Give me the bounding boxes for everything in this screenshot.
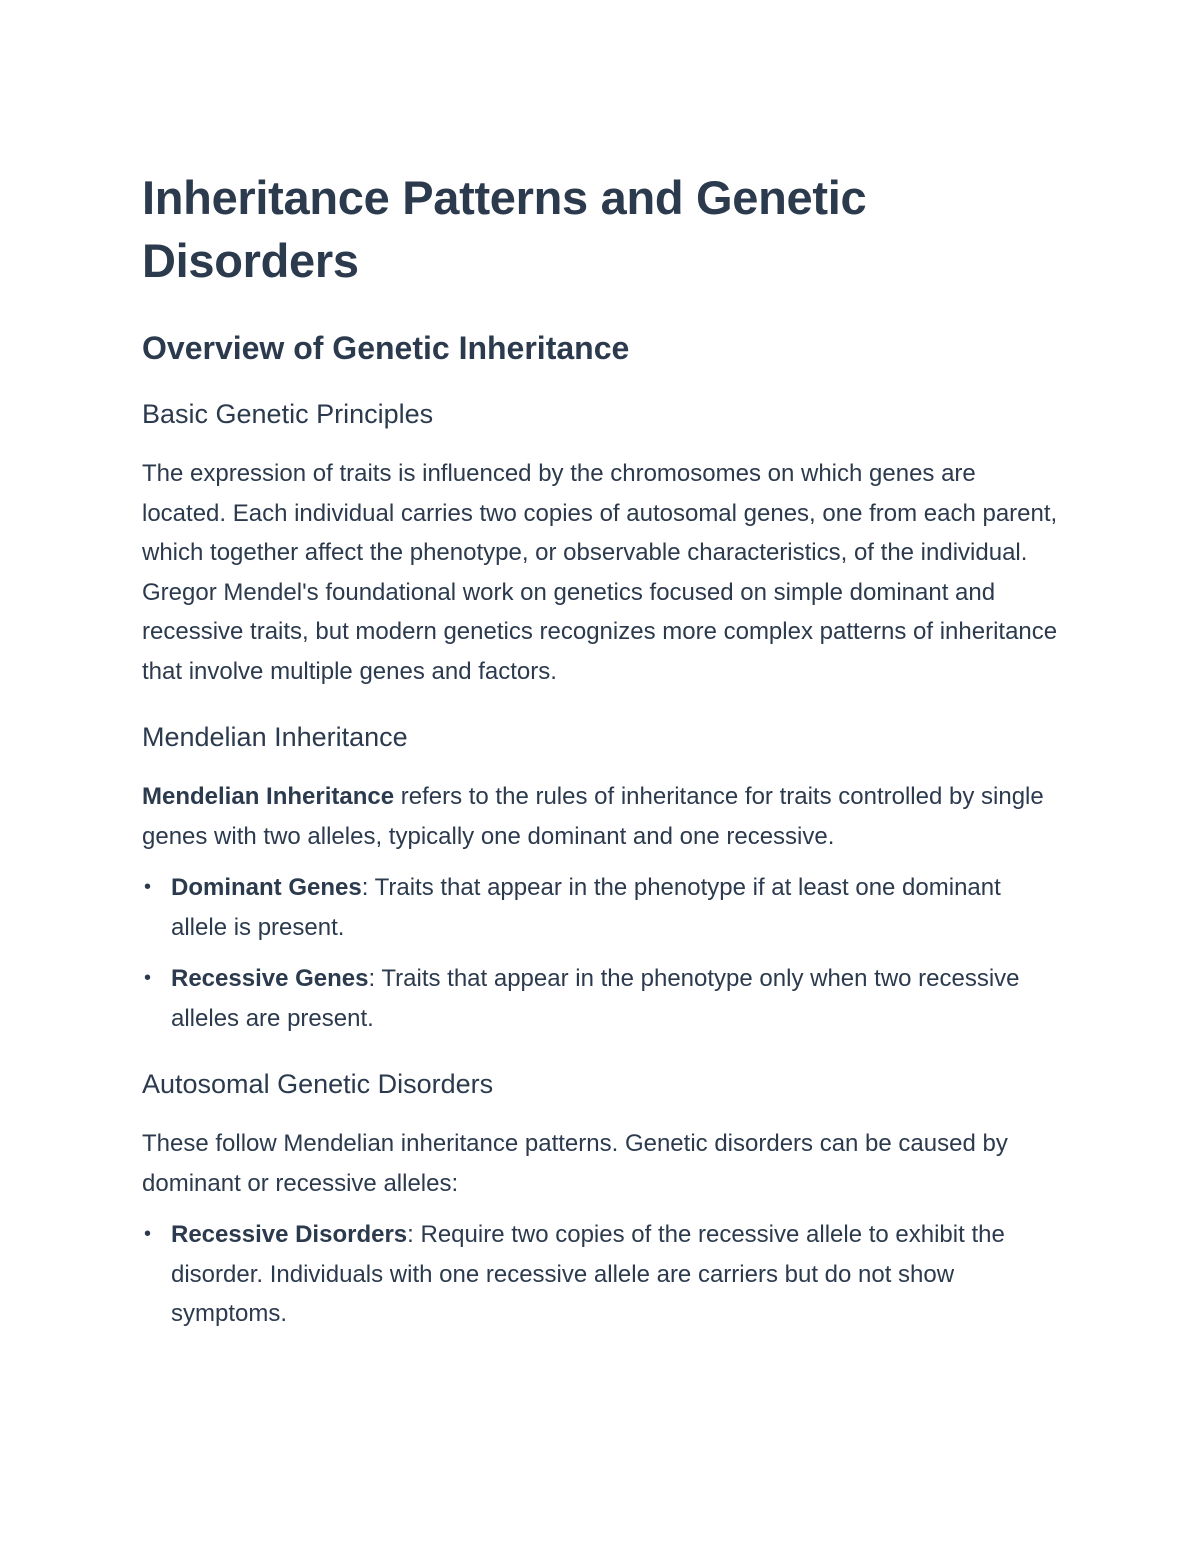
bullet-icon: • [144,876,152,898]
subheading-autosomal: Autosomal Genetic Disorders [142,1069,494,1099]
bullet-icon: • [144,1223,152,1245]
paragraph-mendelian [142,777,1060,856]
paragraph-mendelian-text: refers to the rules of inheritance for traits controlled by single genes with two alleles, typically one dominant and one recessive. [142,783,1044,850]
paragraph-autosomal: These follow Mendelian inheritance patterns. Genetic disorders can be caused by dominant or recessive alleles: [142,1130,1008,1197]
document-title: Inheritance Patterns and Genetic Disorders [142,171,867,287]
list-mendelian [142,868,1060,1038]
list-item-term: Recessive Disorders [171,1221,408,1248]
list-item-text: : Require two copies of the recessive allele to exhibit the disorder. Individuals with one recessive allele are carriers but do not show symptoms. [171,1221,1005,1327]
list-item-recessive-genes [142,959,1060,1038]
term-mendelian: Mendelian Inheritance [142,783,395,810]
list-item-text: : Traits that appear in the phenotype if at least one dominant allele is present. [171,874,1001,941]
list-item-term: Recessive Genes [171,965,369,992]
paragraph-basic-principles: The expression of traits is influenced by the chromosomes on which genes are located. Each individual carries two copies of autosomal genes, one from each parent, which together affect the phenotype, or observable characteristics, of the individual. Gregor Mendel's foundational work on genetics focused on simple dominant and recessive traits, but modern genetics recognizes more complex patterns of inheritance that involve multiple genes and factors. [142,460,1058,685]
list-item-recessive-disorders [142,1215,1060,1334]
bullet-icon: • [144,967,152,989]
section-heading-overview: Overview of Genetic Inheritance [142,330,630,366]
list-item-text: : Traits that appear in the phenotype only when two recessive alleles are present. [171,965,1020,1032]
list-item-term: Dominant Genes [171,874,362,901]
subheading-mendelian: Mendelian Inheritance [142,722,408,752]
subheading-basic-principles: Basic Genetic Principles [142,399,434,429]
list-item-dominant-genes [142,868,1060,947]
list-autosomal [142,1215,1060,1334]
